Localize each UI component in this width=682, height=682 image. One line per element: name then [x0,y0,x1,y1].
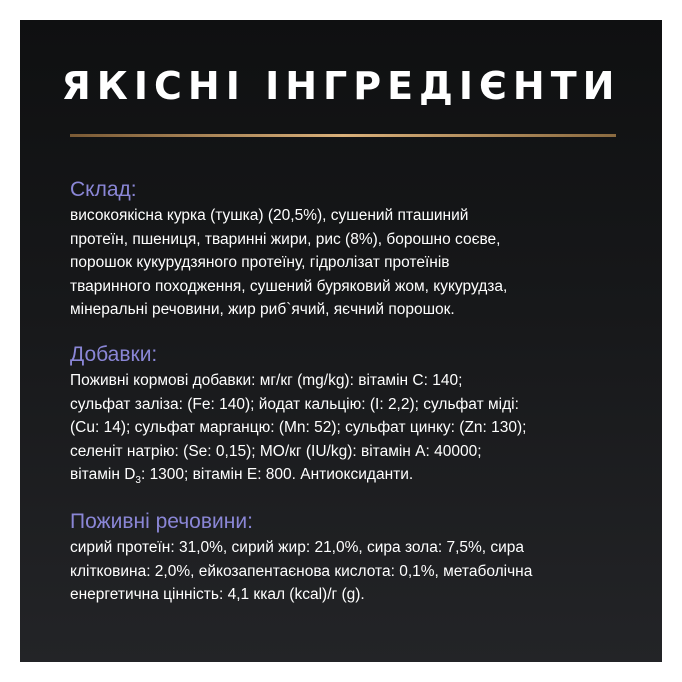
page-title: ЯКІСНІ ІНГРЕДІЄНТИ [61,64,621,108]
composition-line: порошок кукурудзяного протеїну, гідролізат протеїнів [70,254,450,271]
composition-heading: Склад: [70,178,137,201]
nutrients-line: клітковина: 2,0%, ейкозапентаєнова кислота: 0,1%, метаболічна [70,562,533,580]
composition-line: протеїн, пшениця, тваринні жири, рис (8%), борошно соєве, [70,230,501,248]
additives-line: (Cu: 14); сульфат марганцю: (Mn: 52); сульфат цинку: (Zn: 130); [70,419,527,436]
vitamin-d-subscript: 3 [135,475,141,487]
vitamin-d-rest: : 1300; вітамін Е: 800. Антиоксиданти. [140,466,414,483]
gold-divider [70,134,616,137]
nutrients-text [70,536,630,607]
composition-line: тваринного походження, сушений буряковий жом, кукурудза, [70,277,508,295]
additives-text [70,369,630,487]
nutrients-heading: Поживні речовини: [70,510,253,533]
additives-heading: Добавки: [70,343,158,366]
composition-section [70,178,630,322]
composition-text [70,204,630,322]
nutrients-section [70,510,630,607]
nutrients-line: сирий протеїн: 31,0%, сирий жир: 21,0%, сира зола: 7,5%, сира [70,539,525,556]
nutrients-line: енергетична цінність: 4,1 ккал (kcal)/г (g). [70,586,365,603]
additives-section [70,343,630,487]
ingredients-panel [20,20,662,662]
additives-line-vitamin-d [70,463,630,487]
composition-line: високоякісна курка (тушка) (20,5%), сушений пташиний [70,207,469,224]
additives-line: Поживні кормові добавки: мг/кг (mg/kg): вітамін С: 140; [70,372,463,389]
vitamin-d-label: вітамін D [70,466,136,483]
additives-line: сульфат заліза: (Fe: 140); йодат кальцію: (I: 2,2); сульфат міді: [70,395,519,413]
additives-line: селеніт натрію: (Se: 0,15); МО/кг (IU/kg): вітамін А: 40000; [70,442,482,460]
composition-line: мінеральні речовини, жир риб`ячий, яєчний порошок. [70,301,455,318]
